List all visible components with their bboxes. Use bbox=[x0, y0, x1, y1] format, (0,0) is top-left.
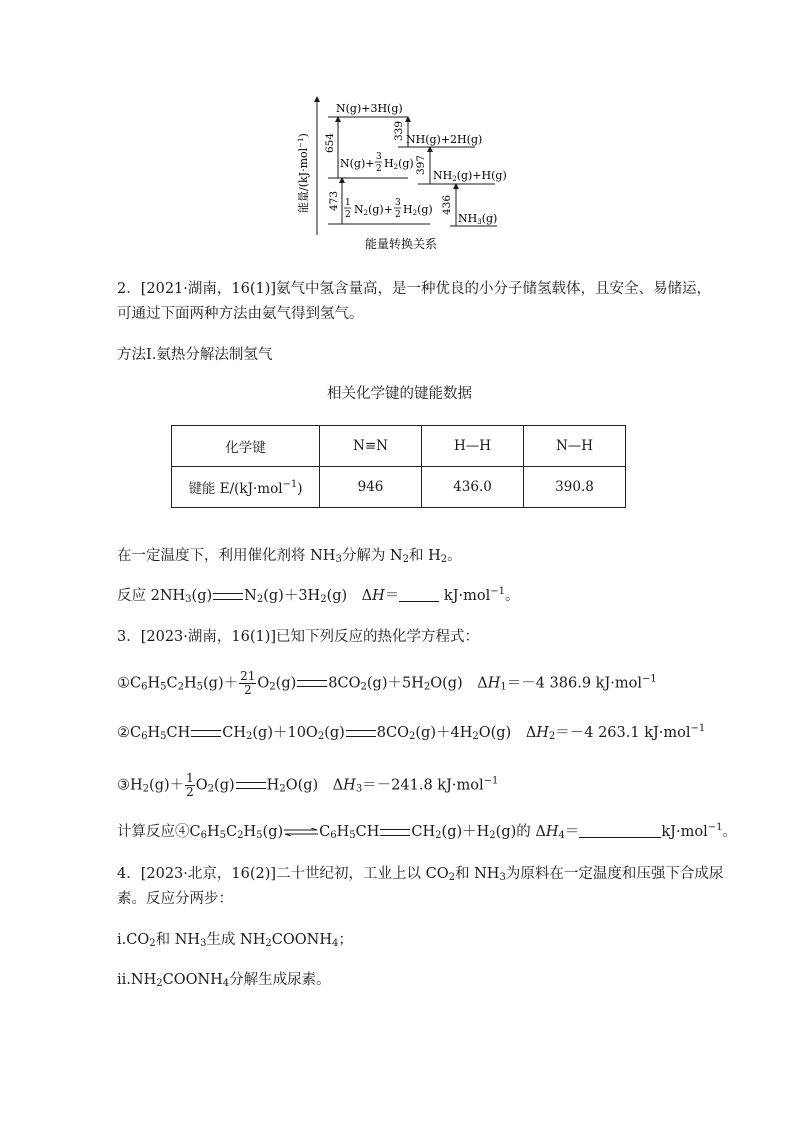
table-header-cell: N—H bbox=[524, 426, 626, 467]
equals-sign bbox=[236, 782, 266, 789]
fraction: $\frac{1}{2}$ bbox=[186, 771, 194, 799]
q3-intro: 3．[2023·湖南，16(1)]已知下列反应的热化学方程式： bbox=[117, 629, 480, 645]
table-row bbox=[172, 467, 626, 508]
equals-sign bbox=[346, 730, 376, 737]
label-nh3: NH3(g) bbox=[458, 212, 498, 226]
q2-reaction: 反应 $2NH_3(g)$ $N_2(g)+3H_2(g)$ ΔH＝ kJ·mol$^{-1}$。 bbox=[117, 586, 520, 605]
label-nh-2h: NH(g)+2H(g) bbox=[406, 133, 483, 146]
table-cell: 390.8 bbox=[524, 467, 626, 508]
svg-text:3: 3 bbox=[376, 152, 382, 162]
table-row-label: 键能 E/(kJ·mol$^{-1}$) bbox=[172, 467, 320, 508]
label-n2-h2 bbox=[344, 198, 433, 220]
q2-intro-line1: 2．[2021·湖南，16(1)]氨气中氢含量高，是一种优良的小分子储氢载体，且安全、易储运， bbox=[117, 281, 712, 297]
label-nh2-h: NH2(g)+H(g) bbox=[433, 169, 507, 183]
table-header-cell: N≡N bbox=[320, 426, 422, 467]
q2-intro-line2: 可通过下面两种方法由氨气得到氢气。 bbox=[117, 306, 364, 322]
q4-intro-line2: 素。反应分两步： bbox=[117, 891, 233, 907]
energy-339: 339 bbox=[393, 120, 405, 141]
q4-intro-line1: 4．[2023·北京，16(2)]二十世纪初，工业上以 $CO_2$和 $NH_3$为原料在一定温度和压强下合成尿 bbox=[117, 866, 724, 883]
svg-text:N(g)+: N(g)+ bbox=[340, 157, 375, 170]
svg-text:3: 3 bbox=[395, 198, 401, 208]
table-cell: 436.0 bbox=[422, 467, 524, 508]
table-header-cell: 化学键 bbox=[172, 426, 320, 467]
q3-equation-3: $③H_2(g)+$ $\frac{1}{2}$ $O_2(g)$ $H_2O(g)$ $\Delta H_3=-241.8$ kJ·mol$^{-1}$ bbox=[117, 771, 499, 799]
diagram-caption: 能量转换关系 bbox=[365, 237, 438, 251]
fraction: $\frac{21}{2}$ bbox=[240, 669, 256, 697]
table-title: 相关化学键的键能数据 bbox=[327, 386, 472, 402]
equals-sign bbox=[297, 680, 327, 687]
q4-step-2: $ⅱ.NH_2COONH_4$分解生成尿素。 bbox=[117, 972, 331, 989]
label-n3h: N(g)+3H(g) bbox=[336, 102, 403, 115]
energy-diagram bbox=[290, 95, 510, 265]
svg-text:H2(g): H2(g) bbox=[384, 157, 414, 171]
svg-text:2: 2 bbox=[376, 164, 382, 174]
double-bond bbox=[380, 829, 410, 836]
svg-text:1: 1 bbox=[345, 198, 351, 208]
answer-blank[interactable] bbox=[579, 823, 661, 838]
label-n-h2 bbox=[340, 152, 414, 174]
energy-654: 654 bbox=[324, 132, 336, 153]
bond-energy-table bbox=[171, 425, 626, 508]
double-bond bbox=[191, 730, 221, 737]
svg-text:N2(g)+: N2(g)+ bbox=[354, 203, 393, 217]
table-header-row bbox=[172, 426, 626, 467]
q2-line-decompose: 在一定温度下，利用催化剂将 $NH_3$分解为 $N_2$和 $H_2$。 bbox=[117, 548, 462, 565]
energy-436: 436 bbox=[441, 194, 453, 215]
table-cell: 946 bbox=[320, 467, 422, 508]
svg-text:2: 2 bbox=[345, 210, 351, 220]
q3-equation-2: $②C_6H_5CH$ $CH_2(g)+10O_2(g)$ $8CO_2(g)+4H_2O(g)$ $\Delta H_2=-4$ 263.1 kJ·mol$^{-1}$ bbox=[117, 723, 706, 742]
answer-blank[interactable] bbox=[399, 587, 439, 602]
equilibrium-arrow bbox=[284, 828, 318, 836]
equals-sign bbox=[213, 593, 243, 600]
q2-method-heading: 方法Ⅰ.氨热分解法制氢气 bbox=[117, 347, 273, 363]
q3-equation-1: $①C_6H_5C_2H_5(g)+$ $\frac{21}{2}$ $O_2(g)$ $8CO_2(g)+5H_2O(g)$ $\Delta H_1=-4$ 386.9 kJ·mol$^{-1}$ bbox=[117, 669, 657, 697]
svg-text:H2(g): H2(g) bbox=[403, 203, 433, 217]
energy-473: 473 bbox=[328, 190, 340, 211]
q4-step-1: $ⅰ.CO_2$和 $NH_3$生成 $NH_2COONH_4$； bbox=[117, 932, 353, 949]
y-axis-label: 能量/(kJ·mol$^{-1}$) bbox=[297, 133, 310, 213]
q3-calc: 计算反应$④C_6H_5C_2H_5(g)$ $C_6H_5CH$ $CH_2(g)+H_2(g)$的 $\Delta H_4= kJ\cdot mol^{-1}$。 bbox=[117, 822, 737, 841]
svg-text:2: 2 bbox=[395, 210, 401, 220]
energy-397: 397 bbox=[415, 154, 427, 175]
table-header-cell: H—H bbox=[422, 426, 524, 467]
